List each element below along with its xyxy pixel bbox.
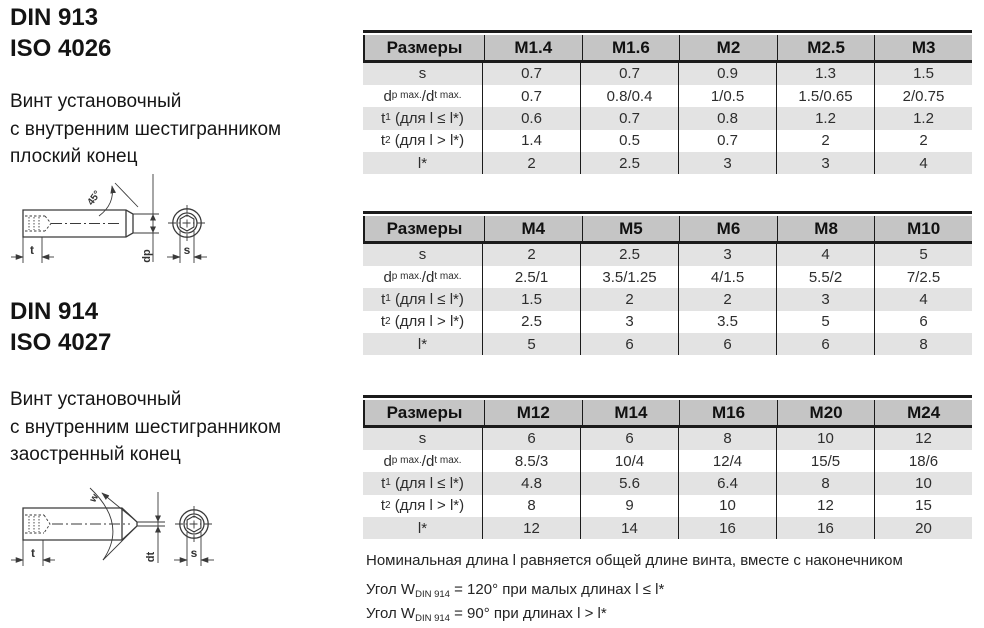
value-cell: 6 [678,333,776,355]
s-dimension-label: s [183,243,191,257]
table-row [363,333,972,355]
value-cell: 2 [482,244,580,266]
note-nominal-length: Номинальная длина l равняется общей длине винта, вместе с наконечником [366,552,903,569]
value-cell: 0.6 [482,107,580,129]
row-label: d p max. /d t max. [383,268,462,286]
dp-dimension-label: dp [141,249,153,263]
description-line: заостренный конец [10,444,181,465]
standard-iso-4027: ISO 4027 [10,329,112,356]
table-row [363,450,972,472]
table-row [363,266,972,288]
table-row [363,288,972,310]
table-header-row [363,400,972,428]
row-label: s [418,430,427,448]
value-cell: 3 [580,311,678,333]
standard-din-913: DIN 913 [10,4,99,31]
value-cell: 3 [678,244,776,266]
value-cell: 10 [776,428,874,450]
value-cell: 16 [678,517,776,539]
value-cell: 4 [776,244,874,266]
value-cell: 8 [482,495,580,517]
column-header: M14 [582,400,680,425]
din913-drawing [5,170,235,275]
value-cell: 12/4 [678,450,776,472]
column-header: M1.4 [484,35,582,60]
value-cell: 12 [874,428,972,450]
value-cell: 2 [776,130,874,152]
value-cell: 6 [482,428,580,450]
dimensions-table-m4-m10 [363,211,972,355]
standard-din-914: DIN 914 [10,298,99,325]
value-cell: 0.8 [678,107,776,129]
value-cell: 8 [776,472,874,494]
value-cell: 5.6 [580,472,678,494]
value-cell: 0.8/0.4 [580,85,678,107]
row-label: l* [417,335,428,353]
row-label: t 2 (для l > l*) [380,497,465,515]
column-header: M1.6 [582,35,680,60]
value-cell: 12 [776,495,874,517]
value-cell: 8 [874,333,972,355]
value-cell: 15 [874,495,972,517]
table-corner-header: Размеры [386,402,463,422]
value-cell: 20 [874,517,972,539]
row-label: s [418,246,427,264]
value-cell: 10/4 [580,450,678,472]
table-row [363,517,972,539]
dt-dimension-label: dt [145,551,157,563]
column-header: M10 [874,216,972,241]
value-cell: 1.2 [776,107,874,129]
value-cell: 1.2 [874,107,972,129]
description-line: Винт установочный [10,91,182,112]
value-cell: 1.5/0.65 [776,85,874,107]
value-cell: 2.5 [580,152,678,174]
table-row [363,152,972,174]
column-header: M4 [484,216,582,241]
din914-heading [10,296,111,358]
value-cell: 0.7 [580,107,678,129]
value-cell: 2/0.75 [874,85,972,107]
value-cell: 9 [580,495,678,517]
row-label: d p max. /d t max. [383,87,462,105]
description-line: Винт установочный [10,389,182,410]
value-cell: 4.8 [482,472,580,494]
value-cell: 0.9 [678,63,776,85]
value-cell: 15/5 [776,450,874,472]
value-cell: 3 [678,152,776,174]
value-cell: 5.5/2 [776,266,874,288]
column-header: M2.5 [777,35,875,60]
table-row [363,311,972,333]
cone-angle-label: w [87,492,102,505]
t-dimension-label: t [31,546,35,560]
table-header-row [363,216,972,244]
value-cell: 10 [678,495,776,517]
value-cell: 0.7 [482,63,580,85]
table-top-border [363,30,972,33]
value-cell: 1.5 [874,63,972,85]
value-cell: 6 [776,333,874,355]
table-row [363,244,972,266]
row-label: d p max. /d t max. [383,452,462,470]
row-label: l* [417,154,428,172]
table-row [363,472,972,494]
note-angle-120: Угол $W_{DIN 914} = 120^\circ$ при малых длинах l ≤ l* [366,581,665,600]
t-dimension-label: t [30,243,34,257]
value-cell: 0.7 [580,63,678,85]
value-cell: 8 [678,428,776,450]
column-header: M2 [679,35,777,60]
value-cell: 1.3 [776,63,874,85]
value-cell: 0.7 [482,85,580,107]
column-header: M5 [582,216,680,241]
value-cell: 7/2.5 [874,266,972,288]
dimensions-table-m1_4-m3 [363,30,972,174]
table-row [363,63,972,85]
value-cell: 6 [580,333,678,355]
value-cell: 4/1.5 [678,266,776,288]
value-cell: 6 [580,428,678,450]
row-label: l* [417,519,428,537]
din913-heading [10,2,111,64]
value-cell: 2 [482,152,580,174]
column-header: M20 [777,400,875,425]
value-cell: 1.5 [482,288,580,310]
value-cell: 2 [678,288,776,310]
table-row [363,130,972,152]
column-header: M8 [777,216,875,241]
value-cell: 5 [776,311,874,333]
table-row [363,495,972,517]
table-row [363,107,972,129]
note-angle-90: Угол $W_{DIN 914} = 90^\circ$ при длинах l > l* [366,605,607,624]
table-row [363,428,972,450]
dimensions-table-m12-m24 [363,395,972,539]
table-corner-header: Размеры [386,218,463,238]
value-cell: 0.5 [580,130,678,152]
value-cell: 2.5/1 [482,266,580,288]
row-label: t 2 (для l > l*) [380,132,465,150]
value-cell: 5 [874,244,972,266]
row-label: t 1 (для l ≤ l*) [381,109,464,127]
column-header: M24 [874,400,972,425]
value-cell: 10 [874,472,972,494]
din914-drawing [2,468,240,578]
row-label: t 2 (для l > l*) [380,313,465,331]
din913-description [10,88,281,171]
table-top-border [363,211,972,214]
value-cell: 4 [874,288,972,310]
value-cell: 3.5/1.25 [580,266,678,288]
standard-iso-4026: ISO 4026 [10,35,112,62]
column-header: M3 [874,35,972,60]
table-top-border [363,395,972,398]
value-cell: 3 [776,288,874,310]
value-cell: 18/6 [874,450,972,472]
value-cell: 1.4 [482,130,580,152]
value-cell: 2 [874,130,972,152]
chamfer-angle-label: 45° [85,188,104,208]
description-line: плоский конец [10,146,138,167]
value-cell: 12 [482,517,580,539]
value-cell: 3 [776,152,874,174]
value-cell: 6.4 [678,472,776,494]
value-cell: 0.7 [678,130,776,152]
value-cell: 5 [482,333,580,355]
row-label: t 1 (для l ≤ l*) [381,474,464,492]
value-cell: 2.5 [482,311,580,333]
row-label: s [418,65,427,83]
s-dimension-label: s [190,546,198,560]
value-cell: 8.5/3 [482,450,580,472]
value-cell: 2 [580,288,678,310]
din914-description [10,386,281,469]
value-cell: 1/0.5 [678,85,776,107]
column-header: M16 [679,400,777,425]
table-corner-header: Размеры [386,37,463,57]
column-header: M12 [484,400,582,425]
value-cell: 2.5 [580,244,678,266]
value-cell: 14 [580,517,678,539]
value-cell: 16 [776,517,874,539]
value-cell: 4 [874,152,972,174]
value-cell: 3.5 [678,311,776,333]
table-header-row [363,35,972,63]
table-row [363,85,972,107]
description-line: с внутренним шестигранником [10,416,282,438]
row-label: t 1 (для l ≤ l*) [381,290,464,308]
value-cell: 6 [874,311,972,333]
column-header: M6 [679,216,777,241]
description-line: с внутренним шестигранником [10,118,282,140]
